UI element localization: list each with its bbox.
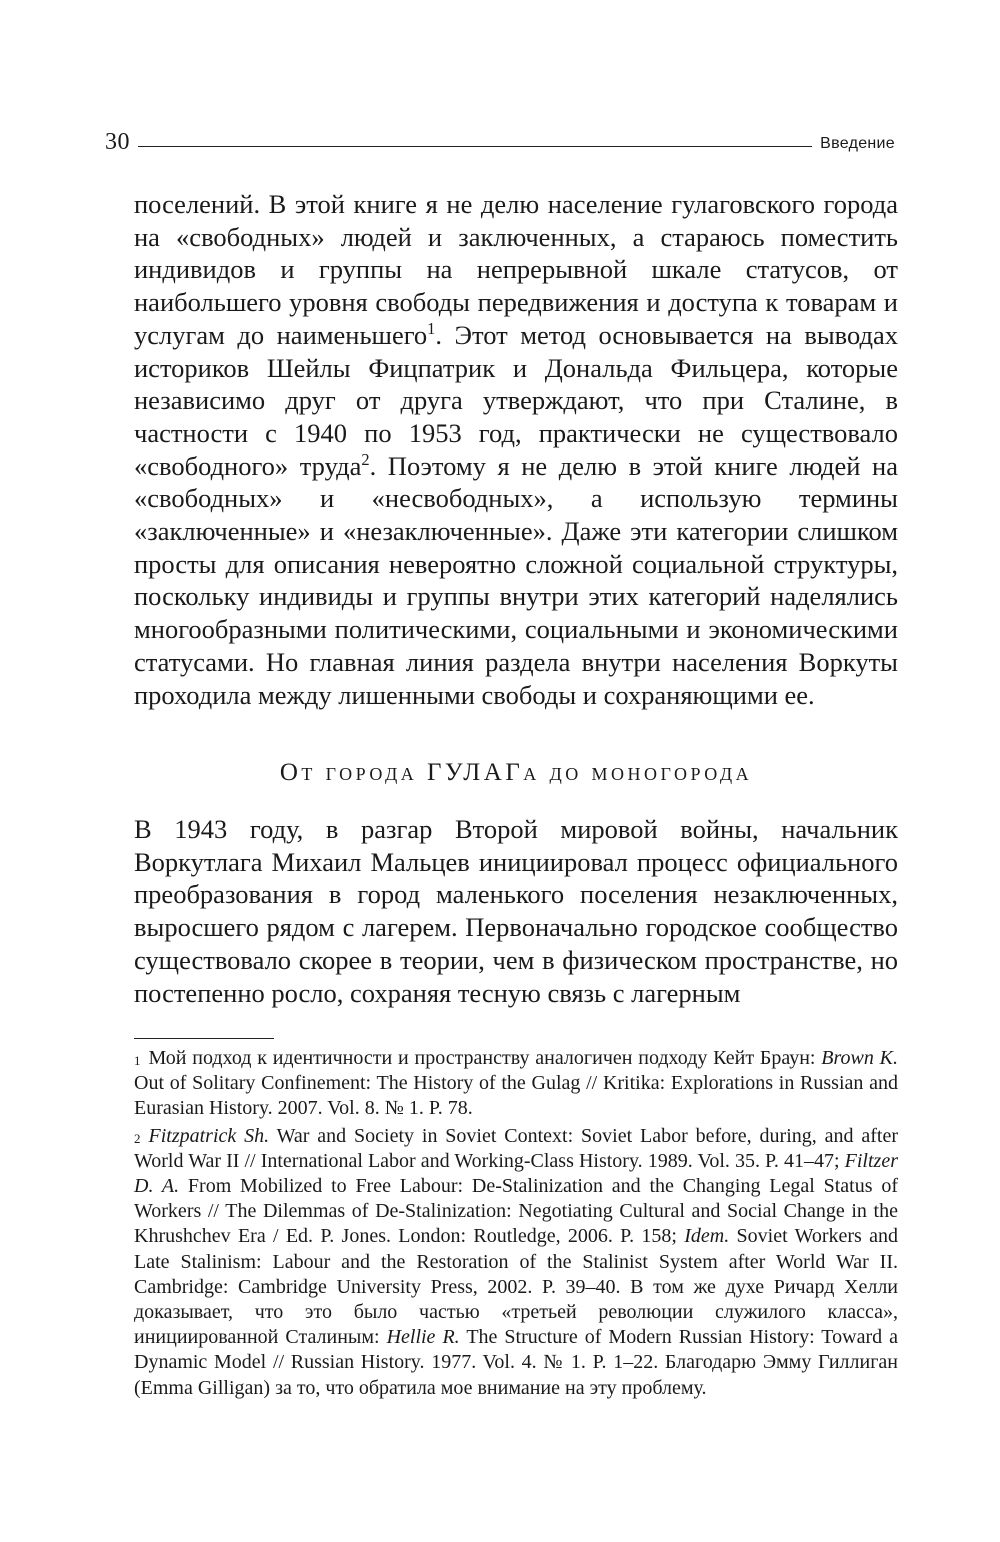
footnote-2-mark: 2 [134,1130,141,1146]
footnote-1 [134,1046,898,1122]
footnote-2-text-a: War and Society in Soviet Context: Soviet Labor before, during, and after World War II // International Labor and Working-Class History. 1989. Vol. 35. P. 41–47; [134,1124,898,1172]
footnote-2-author-2: Filtzer D. A. [134,1149,898,1198]
paragraph-1-text-c: . Поэтому я не делю в этой книге людей на «свободных» и «несвободных», а использую термины «заключенные» и «незаключенные». Даже эти категории слишком просты для описания невероятно сложной социальной структуры, поскольку индивиды и группы внутри этих категорий наделялись многообразными политическими, социальными и экономическими статусами. Но главная линия раздела внутри населения Воркуты проходила между лишенными свободы и сохраняющими ее. [134,450,898,710]
footnote-1-text-a: Мой подход к идентичности и пространству аналогичен подходу Кейт Браун: [148,1047,822,1069]
body-paragraph-1 [134,188,898,711]
footnote-1-author: Brown K. [821,1047,898,1069]
footnote-2-author-1: Fitzpatrick Sh. [148,1124,270,1147]
footnote-ref-1[interactable]: 1 [427,318,436,338]
header-rule [138,146,812,147]
footnote-separator [134,1038,274,1039]
body-paragraph-2: В 1943 году, в разгар Второй мировой войны, начальник Воркутлага Михаил Мальцев инициировал процесс официального преобразования в город маленького поселения незаключенных, выросшего рядом с лагерем. Первоначально городское сообщество существовало скорее в теории, чем в физическом пространстве, но постепенно росло, сохраняя тесную связь с лагерным [134,814,898,1008]
footnotes [134,1046,898,1403]
paragraph-1-text-b: . Этот метод основывается на выводах историков Шейлы Фицпатрик и Дональда Фильцера, которые независимо друг от друга утверждают, что при Сталине, в частности с 1940 по 1953 год, практически не существовало «свободного» труда [134,319,898,481]
footnote-2-text-b: From Mobilized to Free Labour: De-Stalinization and the Changing Legal Status of Workers // The Dilemmas of De-Stalinization: Negotiating Cultural and Social Change in the Khrushchev Era / Ed. P. Jones. London: Routledge, 2006. P. 158; [134,1175,898,1248]
footnote-2 [134,1124,898,1401]
footnote-2-author-3: Idem. [684,1225,730,1248]
running-header [105,124,895,154]
section-heading: От города ГУЛАГа до моногорода [279,759,753,786]
footnote-1-text-b: Out of Solitary Confinement: The History of the Gulag // Kritika: Explorations in Russian and Eurasian History. 2007. Vol. 8. № 1. P. 78. [134,1072,898,1120]
footnote-2-text-d: The Structure of Modern Russian History: Toward a Dynamic Model // Russian History. 1977. Vol. 4. № 1. P. 1–22. Благодарю Эмму Гиллиган (Emma Gilligan) за то, что обратила мое внимание на эту проблему. [134,1326,898,1399]
footnote-2-text-c: Soviet Workers and Late Stalinism: Labour and the Restoration of the Stalinist System after World War II. Cambridge: Cambridge University Press, 2002. P. 39–40. В том же духе Ричард Хелли доказывает, что это было частью «третьей революции служилого класса», инициированной Сталиным: [134,1225,898,1349]
page-number: 30 [105,129,130,155]
paragraph-1-text-a: поселений. В этой книге я не делю население гулаговского города на «свободных» людей и заключенных, а стараюсь поместить индивидов и группы на непрерывной шкале статусов, от наибольшего уровня свободы передвижения и доступа к товарам и услугам до наименьшего [134,189,898,350]
running-section-title: Введение [820,135,895,152]
footnote-ref-2[interactable]: 2 [361,449,370,469]
footnote-2-author-4: Hellie R. [386,1326,460,1349]
footnote-1-mark: 1 [134,1053,141,1068]
